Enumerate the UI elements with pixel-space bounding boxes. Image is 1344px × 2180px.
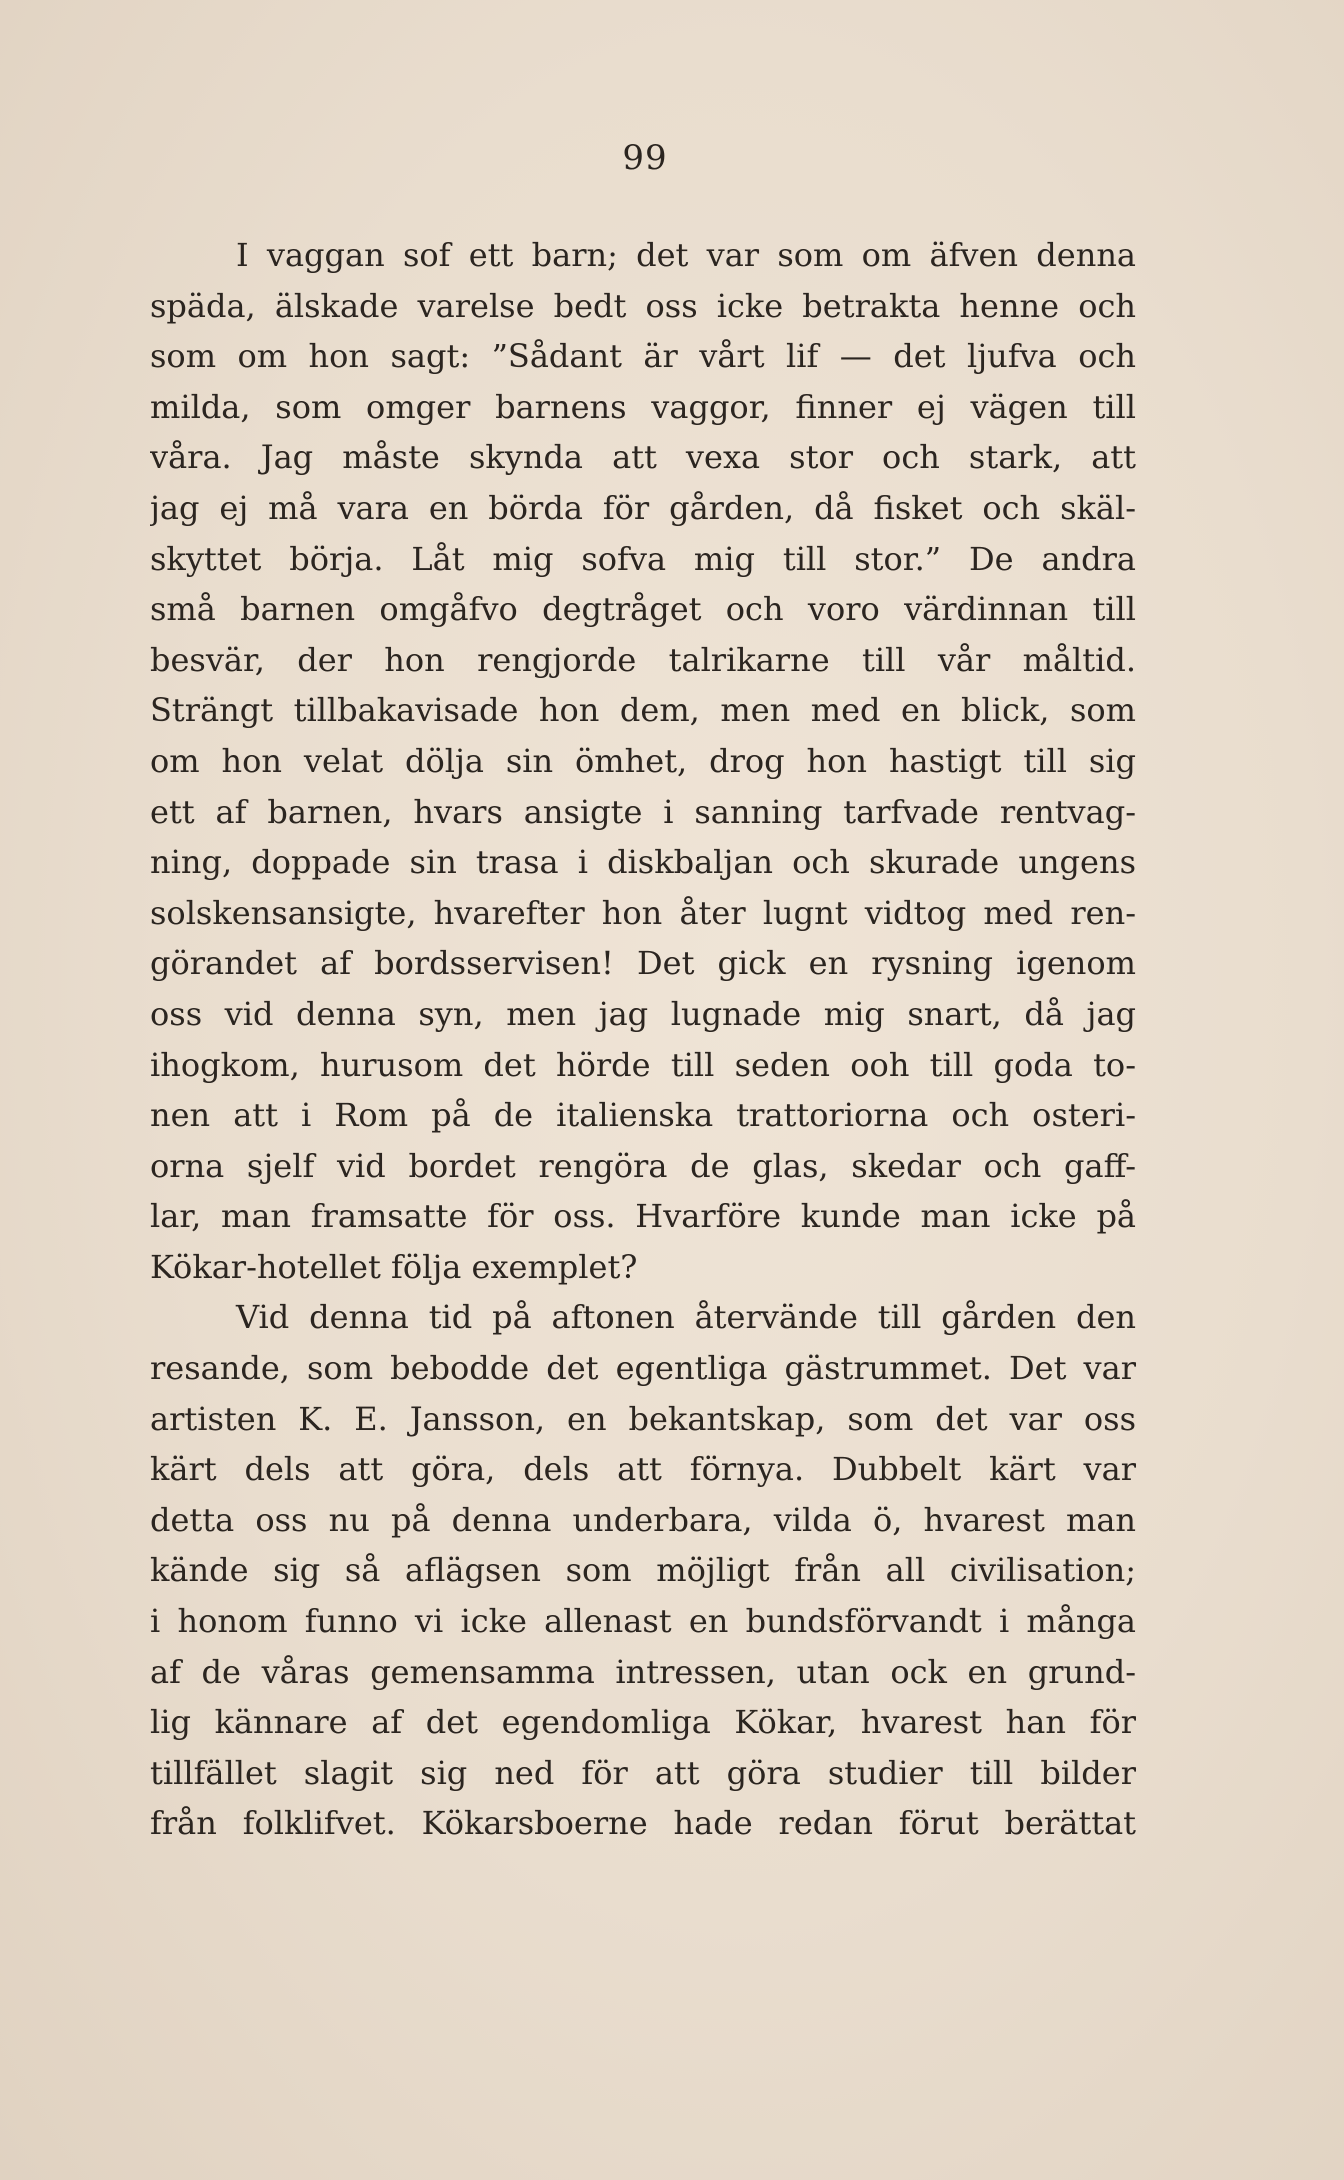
text-line: resande, som bebodde det egentliga gästrummet. Det var [150,1349,1136,1388]
text-line: artisten K. E. Jansson, en bekantskap, som det var oss [150,1399,1136,1438]
text-line: späda, älskade varelse bedt oss icke betrakta henne och [150,286,1136,325]
text-line: af de våras gemensamma intressen, utan ock en grund- [150,1652,1136,1691]
text-line: oss vid denna syn, men jag lugnade mig snart, då jag [150,994,1136,1033]
text-line: ihogkom, hurusom det hörde till seden ooh till goda to- [150,1045,1136,1084]
text-line: görandet af bordsservisen! Det gick en rysning igenom [150,944,1136,983]
text-line: kände sig så aflägsen som möjligt från all civilisation; [150,1551,1136,1590]
text-line: från folklifvet. Kökarsboerne hade redan förut berättat [150,1804,1136,1843]
text-line: skyttet börja. Låt mig sofva mig till stor.” De andra [150,539,1136,578]
text-line: lar, man framsatte för oss. Hvarföre kunde man icke på [150,1197,1136,1236]
text-line: Vid denna tid på aftonen återvände till gården den [236,1298,1136,1337]
text-line: som om hon sagt: ”Sådant är vårt lif — det ljufva och [150,337,1136,376]
text-line: orna sjelf vid bordet rengöra de glas, skedar och gaff- [150,1146,1136,1185]
text-line: lig kännare af det egendomliga Kökar, hvarest han för [150,1703,1136,1742]
text-line: milda, som omger barnens vaggor, finner ej vägen till [150,387,1136,426]
text-line: kärt dels att göra, dels att förnya. Dubbelt kärt var [150,1450,1136,1489]
text-line: nen att i Rom på de italienska trattoriorna och osteri- [150,1096,1136,1135]
text-line: ett af barnen, hvars ansigte i sanning tarfvade rentvag- [150,792,1136,831]
page-number: 99 [622,138,668,178]
text-line: detta oss nu på denna underbara, vilda ö, hvarest man [150,1500,1136,1539]
text-line: Kökar-hotellet följa exemplet? [150,1247,638,1286]
body-text [150,230,1136,1849]
text-line: ning, doppade sin trasa i diskbaljan och skurade ungens [150,843,1136,882]
text-line: om hon velat dölja sin ömhet, drog hon hastigt till sig [150,741,1136,780]
text-line: jag ej må vara en börda för gården, då fisket och skäl- [150,488,1136,527]
text-line: våra. Jag måste skynda att vexa stor och stark, att [150,438,1136,477]
text-line: tillfället slagit sig ned för att göra studier till bilder [150,1753,1136,1792]
text-line: besvär, der hon rengjorde talrikarne till vår måltid. [150,640,1136,679]
text-line: solskensansigte, hvarefter hon åter lugnt vidtog med ren- [150,893,1136,932]
text-line: I vaggan sof ett barn; det var som om äfven denna [236,236,1136,274]
text-line: små barnen omgåfvo degtråget och voro värdinnan till [150,590,1136,629]
text-line: Strängt tillbakavisade hon dem, men med en blick, som [150,691,1136,730]
text-line: i honom funno vi icke allenast en bundsförvandt i många [150,1602,1136,1641]
